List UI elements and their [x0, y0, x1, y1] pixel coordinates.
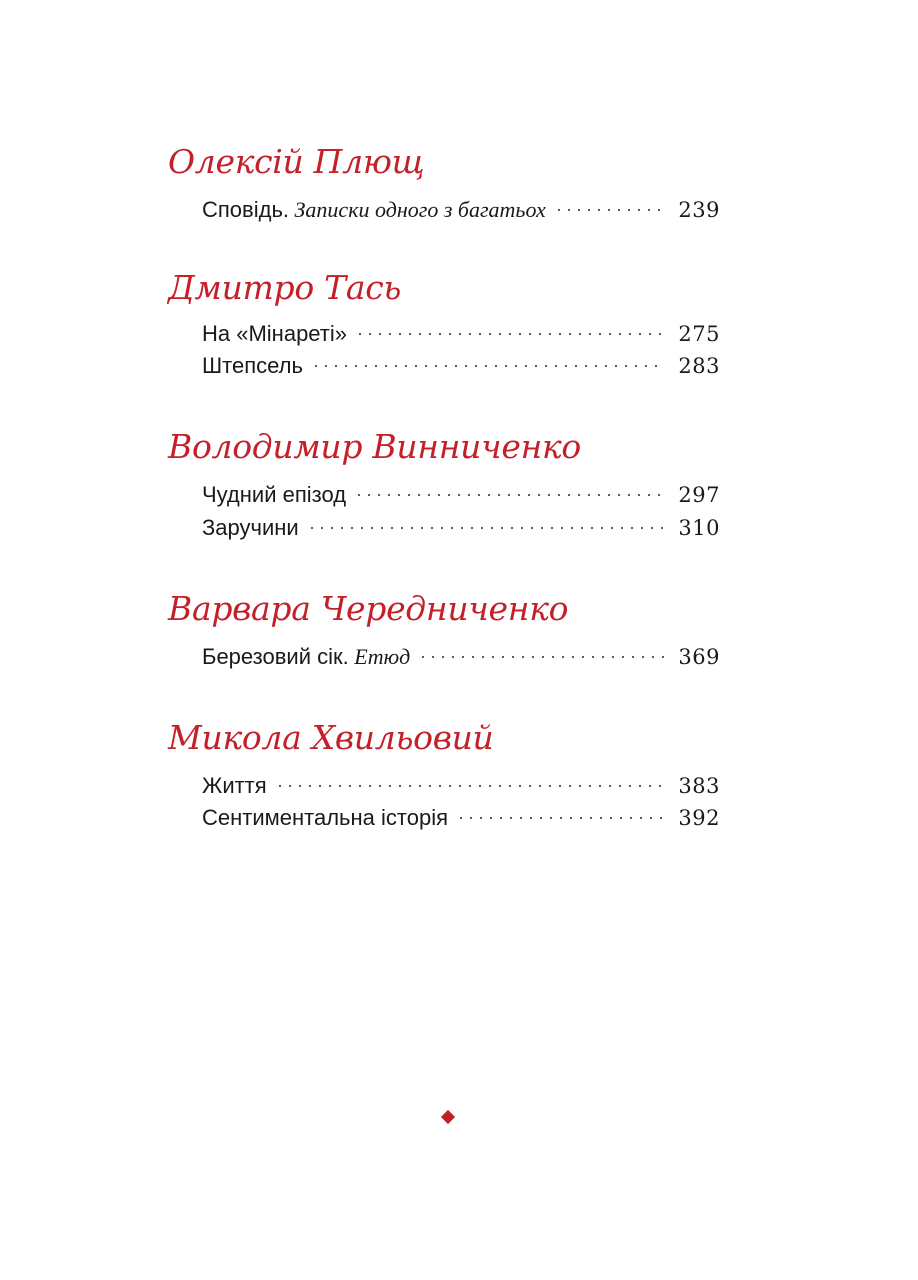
toc-entry[interactable]: [202, 318, 720, 350]
page-number: 275: [678, 322, 720, 346]
entry-title: [202, 350, 303, 382]
toc-entry[interactable]: [202, 770, 720, 802]
page-number: 283: [678, 354, 720, 378]
author-name: Варвара Чередниченко: [168, 589, 569, 628]
entry-title: [202, 512, 299, 544]
entry-title: [202, 641, 410, 673]
toc-entry[interactable]: [202, 479, 720, 511]
entry-title: [202, 802, 448, 834]
page-number: 310: [678, 516, 720, 540]
entry-title-main: Березовий сік.: [202, 644, 349, 669]
dot-leader: [456, 814, 664, 822]
page-number: 369: [678, 645, 720, 669]
entry-title-main: Штепсель: [202, 353, 303, 378]
dot-leader: [418, 653, 664, 661]
toc-entry[interactable]: [202, 194, 720, 226]
author-name: Володимир Винниченко: [168, 427, 581, 466]
entry-title: [202, 194, 546, 226]
dot-leader: [554, 206, 664, 214]
page-number: 239: [678, 198, 720, 222]
dot-leader: [354, 491, 664, 499]
entry-title: [202, 479, 346, 511]
entry-title-main: Заручини: [202, 515, 299, 540]
author-name: Микола Хвильовий: [168, 718, 494, 757]
dot-leader: [311, 362, 664, 370]
toc-entry[interactable]: [202, 350, 720, 382]
dot-leader: [275, 782, 664, 790]
entry-subtitle: Етюд: [354, 644, 411, 669]
entry-title-main: Сентиментальна історія: [202, 805, 448, 830]
entry-title-main: Життя: [202, 773, 267, 798]
diamond-ornament-icon: [441, 1110, 455, 1124]
dot-leader: [307, 524, 664, 532]
page-number: 297: [678, 483, 720, 507]
entry-title-main: На «Мінареті»: [202, 321, 348, 346]
entry-title-main: Сповідь.: [202, 197, 290, 222]
toc-entry[interactable]: [202, 641, 720, 673]
entry-title-main: Чудний епізод: [202, 482, 347, 507]
page-number: 383: [678, 774, 720, 798]
page-number: 392: [678, 806, 720, 830]
toc-entry[interactable]: [202, 802, 720, 834]
author-name: Олексій Плющ: [168, 142, 425, 181]
author-name: Дмитро Тась: [168, 268, 402, 307]
entry-title: [202, 318, 347, 350]
toc-entry[interactable]: [202, 512, 720, 544]
dot-leader: [355, 330, 664, 338]
entry-title: [202, 770, 267, 802]
entry-subtitle: Записки одного з багатьох: [294, 197, 546, 222]
